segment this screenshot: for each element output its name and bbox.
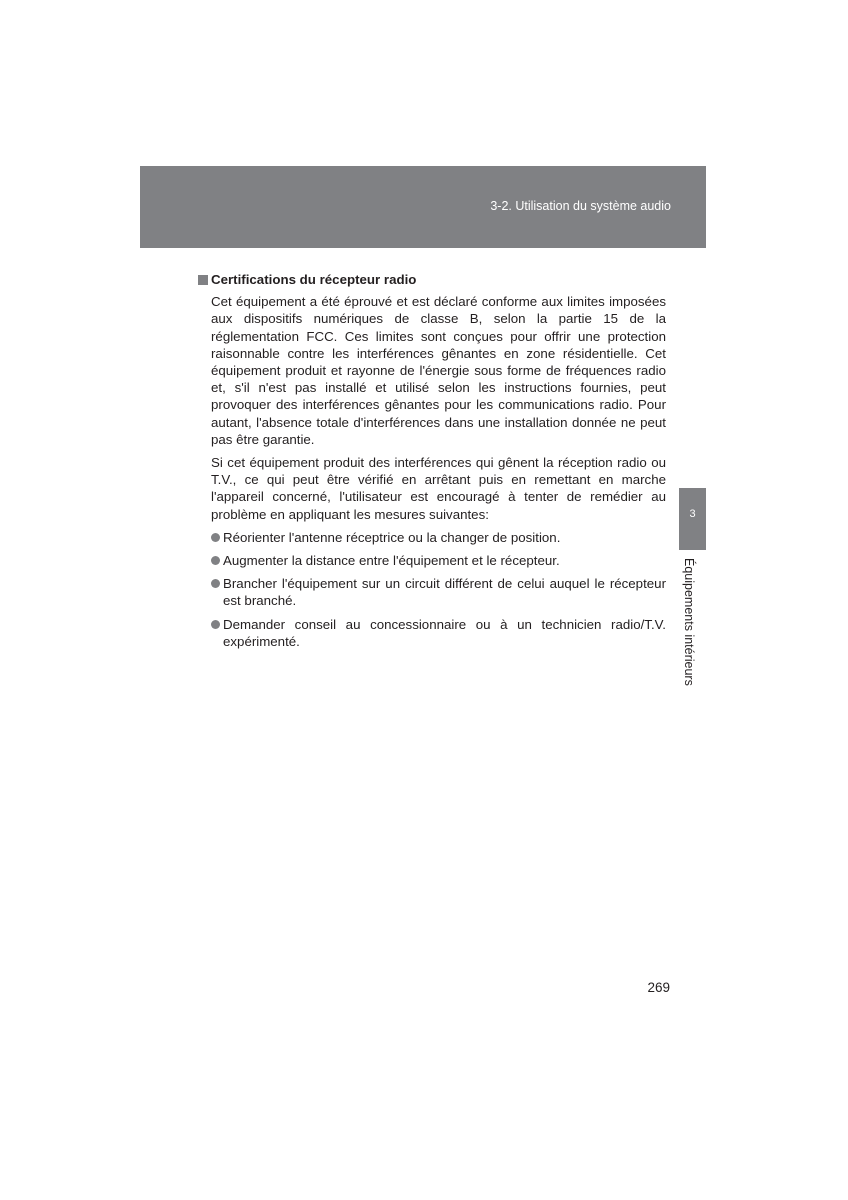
list-item-text: Brancher l'équipement sur un circuit différent de celui auquel le récepteur est branché.: [223, 576, 666, 609]
square-bullet-icon: [198, 275, 208, 285]
list-item: [211, 552, 666, 569]
list-item: [211, 616, 666, 650]
list-item: [211, 529, 666, 546]
paragraph: Si cet équipement produit des interférences qui gênent la réception radio ou T.V., ce qui peut être vérifié en arrêtant puis en remettant en marche l'appareil concerné, l'utilisateur est encouragé à tenter de remédier au problème en appliquant les mesures suivantes:: [211, 455, 666, 522]
chapter-label: Équipements intérieurs: [682, 558, 696, 686]
page-number: 269: [647, 980, 670, 995]
list-item-text: Demander conseil au concessionnaire ou à un technicien radio/T.V. expérimenté.: [223, 616, 666, 649]
header-band: [140, 166, 706, 248]
chapter-number: 3: [689, 508, 696, 520]
paragraph: Cet équipement a été éprouvé et est déclaré conforme aux limites imposées aux dispositifs numériques de classe B, selon la partie 15 de la réglementation FCC. Ces limites sont conçues pour offrir une protection raisonnable contre les interférences gênantes en zone résidentielle. Cet équipement produit et rayonne de l'énergie sous forme de fréquences radio et, s'il n'est pas installé et utilisé selon les instructions fournies, peut provoquer des interférences gênantes pour les communications radio. Pour autant, l'absence totale d'interférences dans une installation donnée ne peut pas être garantie.: [211, 294, 666, 447]
round-bullet-icon: [211, 579, 220, 588]
header-title: 3-2. Utilisation du système audio: [490, 199, 671, 213]
round-bullet-icon: [211, 533, 220, 542]
round-bullet-icon: [211, 620, 220, 629]
list-item-text: Réorienter l'antenne réceptrice ou la changer de position.: [223, 529, 561, 545]
list-item: [211, 575, 666, 609]
chapter-tab: [679, 488, 706, 550]
measures-list: [196, 529, 666, 650]
section-heading: [196, 271, 666, 288]
list-item-text: Augmenter la distance entre l'équipement et le récepteur.: [223, 553, 560, 569]
section-heading-text: Certifications du récepteur radio: [211, 272, 417, 287]
main-content: [196, 271, 666, 656]
round-bullet-icon: [211, 556, 220, 565]
